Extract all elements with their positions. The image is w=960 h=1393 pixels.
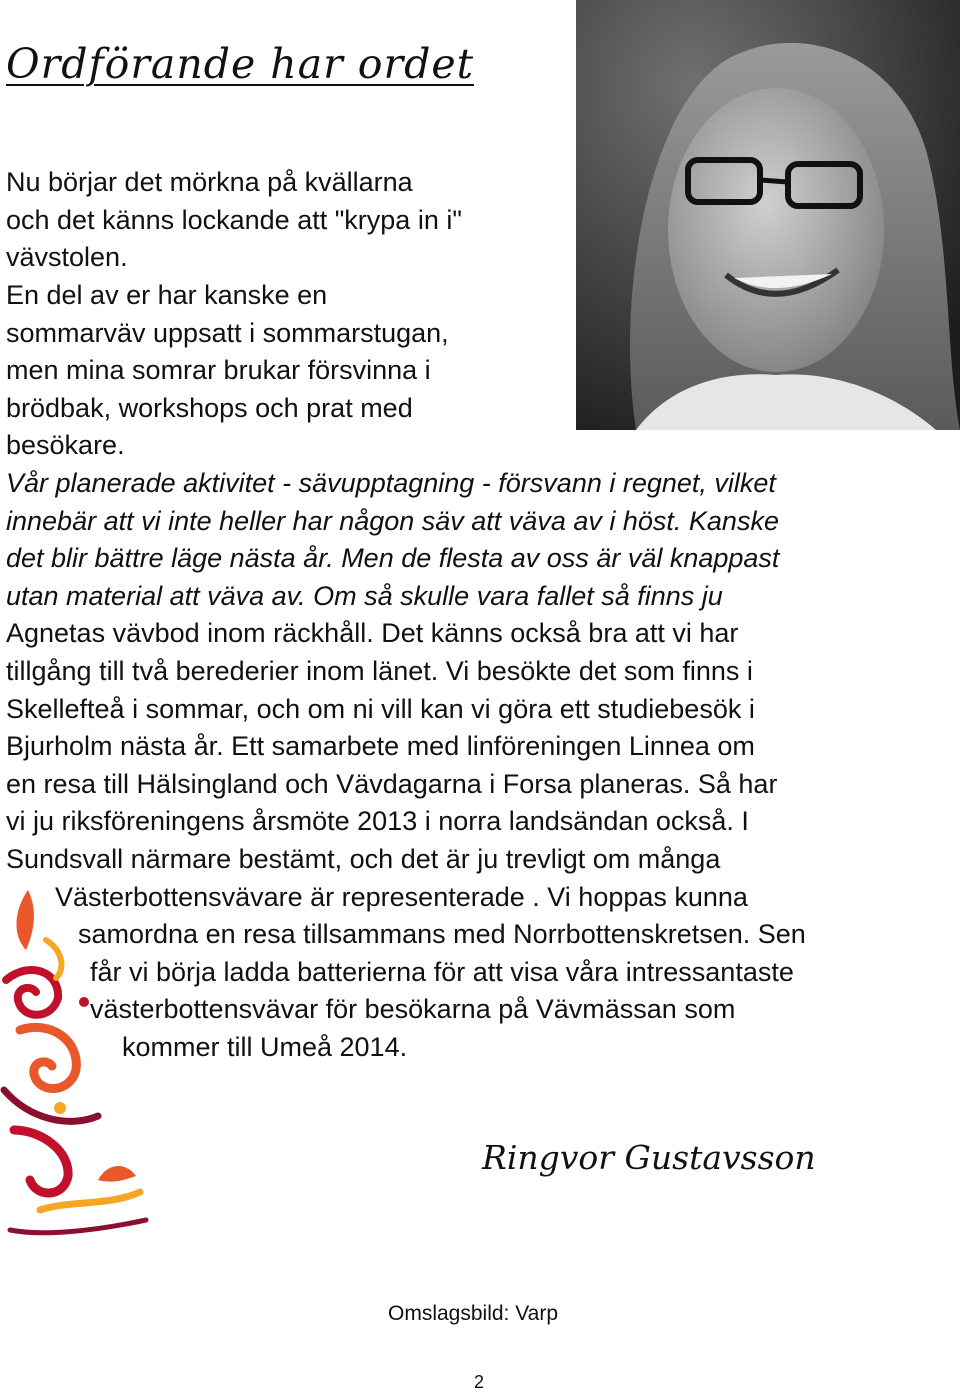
body-line: utan material att väva av. Om så skulle vara fallet så finns ju (6, 581, 723, 611)
signature: Ringvor Gustavsson (482, 1138, 816, 1177)
body-line: samordna en resa tillsammans med Norrbottenskretsen. Sen (78, 919, 806, 949)
body-line: vi ju riksföreningens årsmöte 2013 i norra landsändan också. I (6, 806, 749, 836)
body-line: innebär att vi inte heller har någon säv att väva av i höst. Kanske (6, 506, 779, 536)
body-line: Västerbottensvävare är representerade . Vi hoppas kunna (55, 882, 748, 912)
body-line: och det känns lockande att "krypa in i" (6, 205, 462, 235)
body-line: brödbak, workshops och prat med (6, 393, 413, 423)
body-line: sommarväv uppsatt i sommarstugan, (6, 318, 449, 348)
body-line: får vi börja ladda batterierna för att visa våra intressantaste (90, 957, 794, 987)
body-line: västerbottensvävar för besökarna på Vävmässan som (90, 994, 736, 1024)
page-number: 2 (474, 1372, 485, 1392)
folk-flower-ornament-icon (0, 880, 150, 1240)
page-title: Ordförande har ordet (6, 40, 475, 88)
body-line: en resa till Hälsingland och Vävdagarna i Forsa planeras. Så har (6, 769, 778, 799)
body-line: besökare. (6, 430, 125, 460)
body-line: En del av er har kanske en (6, 280, 328, 310)
body-line: Agnetas vävbod inom räckhåll. Det känns också bra att vi har (6, 618, 739, 648)
cover-caption: Omslagsbild: Varp (388, 1302, 559, 1325)
body-line: Bjurholm nästa år. Ett samarbete med linföreningen Linnea om (6, 731, 755, 761)
portrait-photo (576, 0, 960, 430)
body-line: men mina somrar brukar försvinna i (6, 355, 431, 385)
body-line: Skellefteå i sommar, och om ni vill kan vi göra ett studiebesök i (6, 694, 755, 724)
body-line: kommer till Umeå 2014. (122, 1032, 408, 1062)
body-line: det blir bättre läge nästa år. Men de flesta av oss är väl knappast (6, 543, 780, 573)
body-line: Vår planerade aktivitet - sävupptagning - försvann i regnet, vilket (6, 468, 776, 498)
body-line: Sundsvall närmare bestämt, och det är ju trevligt om många (6, 844, 721, 874)
body-line: Nu börjar det mörkna på kvällarna (6, 167, 413, 197)
body-line: vävstolen. (6, 242, 128, 272)
body-line: tillgång till två berederier inom länet. Vi besökte det som finns i (6, 656, 753, 686)
